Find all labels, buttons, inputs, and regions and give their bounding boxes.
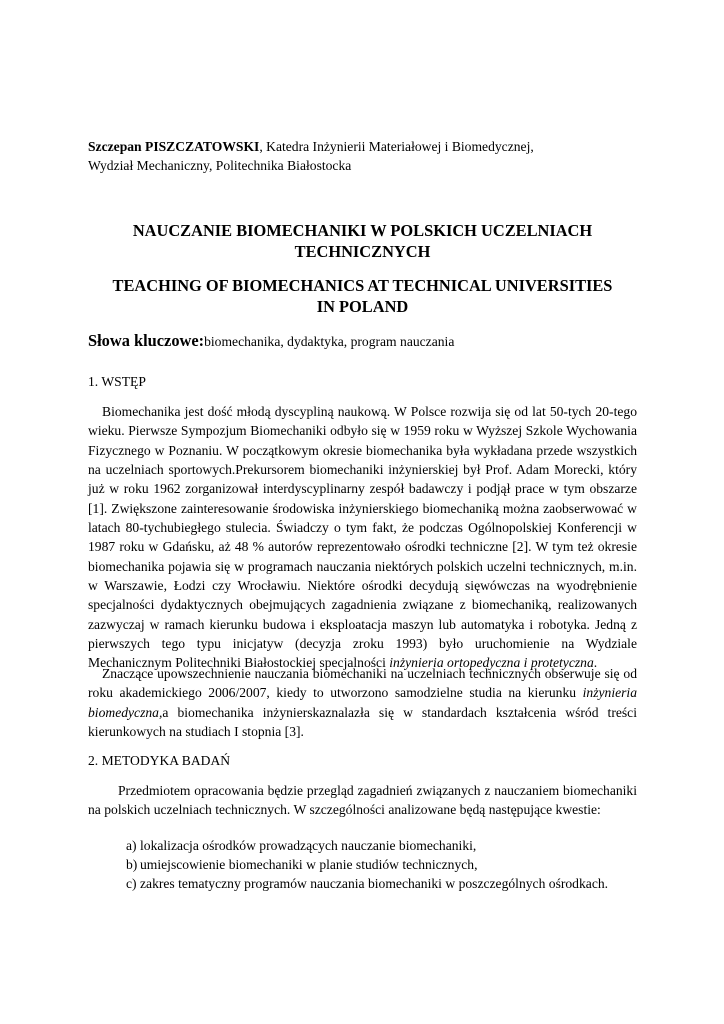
paragraph-introduction-2 <box>88 664 637 741</box>
paragraph-text: Znaczące upowszechnienie nauczania biomechaniki na uczelniach technicznych obserwuje się od roku akademickiego 2006/2007, kiedy to utworzono samodzielne studia na kierunku <box>88 666 637 701</box>
section-heading-methodology: 2. METODYKA BADAŃ <box>88 753 231 768</box>
paragraph-methodology-1: Przedmiotem opracowania będzie przegląd zagadnień związanych z nauczaniem biomechaniki na polskich uczelniach technicznych. W szczególności analizowane będą następujące kwestie: <box>88 783 637 818</box>
list-item-text: umiejscowienie biomechaniki w planie studiów technicznych, <box>140 857 478 872</box>
list-item-text: lokalizacja ośrodków prowadzących nauczanie biomechaniki, <box>140 838 477 853</box>
list-marker: a) <box>126 838 137 853</box>
specialty-name: inżynieria ortopedyczna i protetyczna <box>389 655 594 671</box>
title-polish <box>88 220 637 262</box>
paragraph-end: a biomechanika inżynierskaznalazła się w standardach kształcenia wśród treści kierunkowych na studiach I stopnia [3]. <box>88 704 637 740</box>
field-name: inżynieria biomedyczna, <box>88 685 637 720</box>
list-item-text: zakres tematyczny programów nauczania biomechaniki w poszczególnych ośrodkach. <box>140 876 609 891</box>
paragraph-end: . <box>593 655 598 671</box>
author-affiliation-line2: Wydział Mechaniczny, Politechnika Białostocka <box>88 158 352 173</box>
title-english-line1: TEACHING OF BIOMECHANICS AT TECHNICAL UNIVERSITIES <box>112 276 613 295</box>
list-marker: c) <box>126 876 137 891</box>
keywords-label: Słowa kluczowe: <box>88 331 205 350</box>
list-marker: b) <box>126 857 138 872</box>
title-english-line2: IN POLAND <box>316 297 409 316</box>
keywords <box>88 330 637 353</box>
list-item <box>88 874 637 893</box>
section-heading-introduction: 1. WSTĘP <box>88 374 146 389</box>
list-item <box>88 855 637 874</box>
author-affiliation-line1: , Katedra Inżynierii Materiałowej i Biomedycznej, <box>259 139 534 154</box>
author-name: Szczepan PISZCZATOWSKI <box>88 139 260 154</box>
paragraph-text: Biomechanika jest dość młodą dyscypliną naukową. W Polsce rozwija się od lat 50-tych 20-tego wieku. Pierwsze Sympozjum Biomechaniki odbyło się w 1959 roku w Wyższej Szkole Wychowania Fizycznego w Poznaniu. W początkowym okresie biomechanika była wykładana przede wszystkich na uczelniach sportowych.Prekursorem biomechaniki inżynierskiej był Prof. Adam Morecki, który już w roku 1962 zorganizował interdyscyplinarny zespół badawczy i podjął prace w tym obszarze [1]. Zwiększone zainteresowanie środowiska inżynierskiego biomechaniką można zaobserwować w latach 80-tychubiegłego stulecia. Świadczy o tym fakt, że podczas Ogólnopolskiej Konferencji w 1987 roku w Gdańsku, aż 48 % autorów reprezentowało ośrodki techniczne [2]. W tym też okresie biomechanika pojawia się w programach nauczania niektórych polskich uczelni technicznych, m.in. w Warszawie, Łodzi czy Wrocławiu. Niektóre ośrodki decydują sięwówczas na wyodrębnienie specjalności dydaktycznych obejmujących zagadnienia związane z biomechaniką, realizowanych zazwyczaj w ramach kierunku budowa i eksploatacja maszyn lub automatyka i robotyka. Jedną z pierwszych tego typu inicjatyw (decyzja zroku 1993) było uruchomienie na Wydziale Mechanicznym Politechniki Białostockiej specjalności <box>88 404 637 671</box>
issues-list <box>88 836 637 893</box>
title-polish-line1: NAUCZANIE BIOMECHANIKI W POLSKICH UCZELNIACH <box>132 221 593 240</box>
author-block <box>88 137 637 175</box>
title-polish-line2: TECHNICZNYCH <box>294 242 431 261</box>
paragraph-introduction-1 <box>88 402 637 673</box>
list-item <box>88 836 637 855</box>
title-english <box>88 275 637 317</box>
keywords-text: biomechanika, dydaktyka, program nauczania <box>204 334 455 349</box>
